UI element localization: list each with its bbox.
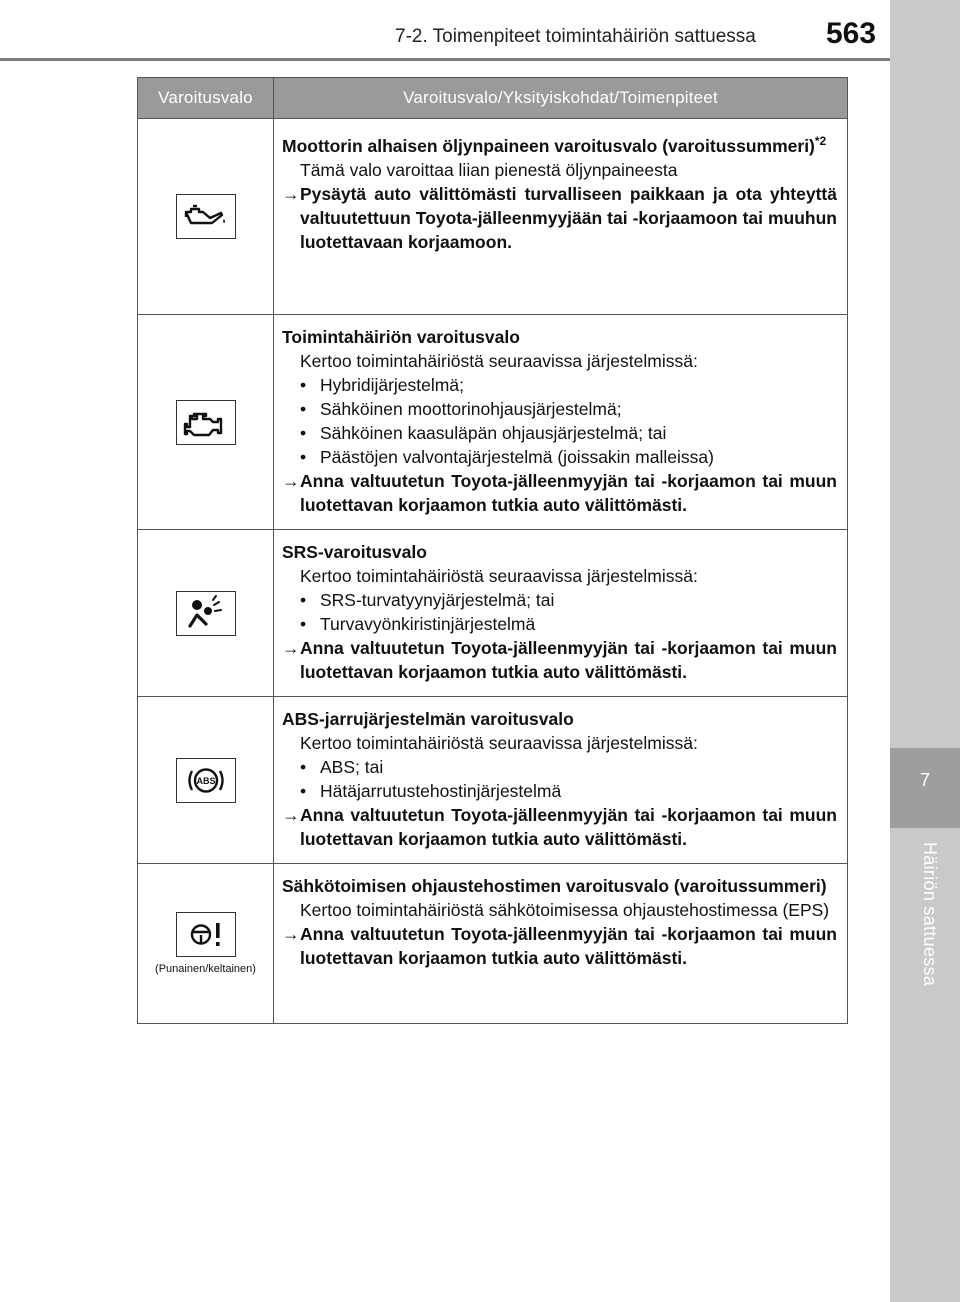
arrow-icon: → — [282, 471, 300, 491]
page-number: 563 — [826, 17, 877, 50]
svg-text:ABS: ABS — [195, 775, 216, 786]
arrow-icon: → — [282, 183, 300, 204]
warning-title: Toimintahäiriön varoitusvalo — [282, 327, 520, 347]
warning-description: Kertoo toimintahäiriöstä sähkötoimisessa ohjaustehostimessa (EPS) — [300, 900, 830, 920]
arrow-icon: → — [282, 805, 300, 825]
header-rule — [0, 58, 890, 61]
icon-cell — [138, 697, 274, 864]
oil-pressure-icon — [176, 194, 236, 239]
table-row — [138, 530, 848, 697]
chapter-side-tab — [890, 0, 960, 1302]
icon-cell — [138, 315, 274, 530]
icon-cell — [138, 864, 274, 1024]
table-row — [138, 119, 848, 315]
power-steering-warning-icon — [176, 912, 236, 957]
page-header-title: 7-2. Toimenpiteet toimintahäiriön sattuessa — [395, 26, 756, 47]
list-item: • Sähköinen moottorinohjausjärjestelmä; — [282, 397, 837, 421]
icon-caption: (Punainen/keltainen) — [155, 963, 256, 975]
warning-title: SRS-varoitusvalo — [282, 542, 427, 562]
list-item: • Hybridijärjestelmä; — [282, 373, 837, 397]
warning-title: Moottorin alhaisen öljynpaineen varoitusvalo (varoitussummeri)$^{*2}$ — [282, 134, 827, 156]
list-item: • SRS-turvatyynyjärjestelmä; tai — [282, 588, 837, 612]
description-cell — [274, 697, 848, 864]
warning-description: Tämä valo varoittaa liian pienestä öljynpaineesta — [300, 159, 678, 180]
list-item: • Sähköinen kaasuläpän ohjausjärjestelmä; tai — [282, 421, 837, 445]
description-cell — [274, 315, 848, 530]
action-instruction: → Anna valtuutetun Toyota-jälleenmyyjän tai -korjaamon tai muun luotettavan korjaamon tutkia auto välittömästi. — [282, 638, 837, 682]
description-cell — [274, 530, 848, 697]
list-item: • Päästöjen valvontajärjestelmä (joissakin malleissa) — [282, 445, 837, 469]
table-row — [138, 864, 848, 1024]
action-instruction: → Anna valtuutetun Toyota-jälleenmyyjän tai -korjaamon tai muun luotettavan korjaamon tutkia auto välittömästi. — [282, 805, 837, 849]
table-row — [138, 315, 848, 530]
warning-title: Sähkötoimisen ohjaustehostimen varoitusvalo (varoitussummeri) — [282, 876, 827, 896]
warning-lights-table — [137, 77, 848, 1024]
column-header-warning-light: Varoitusvalo — [138, 78, 274, 119]
list-item: • Hätäjarrutustehostinjärjestelmä — [282, 779, 837, 803]
srs-airbag-icon — [176, 591, 236, 636]
icon-cell — [138, 119, 274, 315]
table-row — [138, 697, 848, 864]
column-header-details: Varoitusvalo/Yksityiskohdat/Toimenpiteet — [274, 78, 848, 119]
description-cell — [274, 864, 848, 1024]
check-engine-icon — [176, 400, 236, 445]
warning-description: Kertoo toimintahäiriöstä seuraavissa järjestelmissä: — [300, 733, 698, 753]
list-item: • Turvavyönkiristinjärjestelmä — [282, 612, 837, 636]
action-instruction: → Anna valtuutetun Toyota-jälleenmyyjän tai -korjaamon tai muun luotettavan korjaamon tutkia auto välittömästi. — [282, 471, 837, 515]
action-instruction: → Pysäytä auto välittömästi turvalliseen paikkaan ja ota yhteyttä valtuutettuun Toyota-jälleenmyyjään tai -korjaamoon tai muuhun luotettavaan korjaamoon. — [282, 183, 837, 252]
arrow-icon: → — [282, 924, 300, 944]
chapter-number: 7 — [919, 770, 930, 790]
chapter-title: Häiriön sattuessa — [920, 842, 940, 987]
abs-icon — [176, 758, 236, 803]
list-item: • ABS; tai — [282, 755, 837, 779]
warning-description: Kertoo toimintahäiriöstä seuraavissa järjestelmissä: — [300, 566, 698, 586]
action-instruction: → Anna valtuutetun Toyota-jälleenmyyjän tai -korjaamon tai muun luotettavan korjaamon tutkia auto välittömästi. — [282, 924, 837, 968]
warning-title: ABS-jarrujärjestelmän varoitusvalo — [282, 709, 574, 729]
description-cell — [274, 119, 848, 315]
icon-cell — [138, 530, 274, 697]
table-header-row — [138, 78, 848, 119]
arrow-icon: → — [282, 638, 300, 658]
warning-description: Kertoo toimintahäiriöstä seuraavissa järjestelmissä: — [300, 351, 698, 371]
